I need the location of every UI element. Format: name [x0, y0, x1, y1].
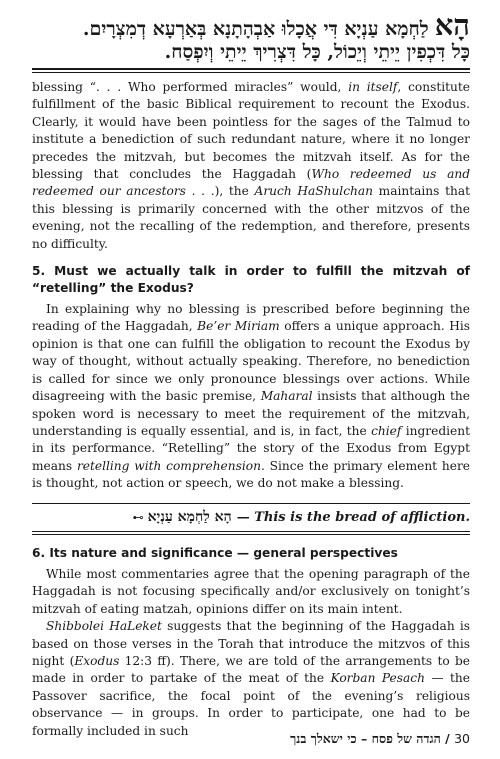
ornament-icon: ⊷ — [132, 510, 144, 524]
header-line-1: לַחְמָא עַנְיָא דִּי אֲכָלוּ אַבְהָתָנָא בְּאַרְעָא דְמִצְרָיִם. — [82, 18, 429, 40]
section-6-title: 6. Its nature and significance — general perspectives — [32, 545, 398, 560]
section-6-paragraph-1: While most commentaries agree that the opening paragraph of the Haggadah is not focusing specifically and/or exclusively on tonight’s mitzvah of eating matzah, opinions differ on its main intent. — [32, 566, 470, 616]
page — [32, 0, 470, 759]
header-big-word: הָא — [434, 8, 470, 42]
page-footer: 30 / הגדה של פסח – כי ישאלך בנך — [290, 731, 470, 746]
header-rule-thin — [32, 72, 470, 73]
quote-english: — This is the bread of affliction. — [236, 509, 470, 525]
hebrew-header — [32, 8, 470, 64]
section-5-paragraph: In explaining why no blessing is prescribed before beginning the reading of the Haggadah, Be’er Miriam offers a unique approach. His opinion is that one can fulfill the obligation to recount the Exodus by way of thought, without actually speaking. Therefore, no benediction is called for since we only pronounce blessings over actions. While disagreeing with the basic premise, Maharal insists that although the spoken word is necessary to meet the requirement of the mitzvah, understanding is equally essential, and is, in fact, the chief ingredient in its performance. “Retelling” the story of the Exodus from Egypt means retelling with comprehension. Since the primary element here is thought, not action or speech, we do not make a blessing. — [32, 302, 471, 491]
page-number: 30 — [454, 731, 470, 746]
intro-paragraph: blessing “. . . Who performed miracles” would, in itself, constitute fulfillment of the basic Biblical requirement to recount the Exodus. Clearly, it would have been pointless for the sages of the Talmud to institute a benediction of such redundant nature, where it no longer precedes the mitzvah, but becomes the mitzvah itself. As for the blessing that concludes the Haggadah (Who redeemed us and redeemed our ancestors . . .), the Aruch HaShulchan maintains that this blessing is primarily concerned with the other mitzvos of the evening, not the recalling of the redemption, and therefore, presents no difficulty. — [32, 80, 470, 251]
running-title: הגדה של פסח – כי ישאלך בנך — [290, 731, 441, 746]
quote-hebrew: הָא לַחְמָא עַנְיָא — [147, 508, 232, 525]
quote-heading — [32, 503, 470, 532]
body-text — [32, 79, 470, 740]
quote-rule — [32, 534, 470, 535]
header-rule-thick — [32, 68, 470, 70]
header-line-2: כָּל דִּכְפִין יֵיתֵי וְיֵכוֹל, כָּל דִּצְרִיךְ יֵיתֵי וְיִפְסַח. — [164, 41, 470, 63]
section-5-title: 5. Must we actually talk in order to fulfill the mitzvah of “retelling” the Exodus? — [32, 264, 470, 296]
section-6-paragraph-2: Shibbolei HaLeket suggests that the beginning of the Haggadah is based on those verses in the Torah that introduce the mitzvos of this night (Exodus 12:3 ff). There, we are told of the arrangements to be made in order to partake of the meat of the Korban Pesach — the Passover sacrifice, the focal point of the evening’s religious observance — in groups. In order to participate, one had to be formally included in such — [32, 619, 470, 738]
